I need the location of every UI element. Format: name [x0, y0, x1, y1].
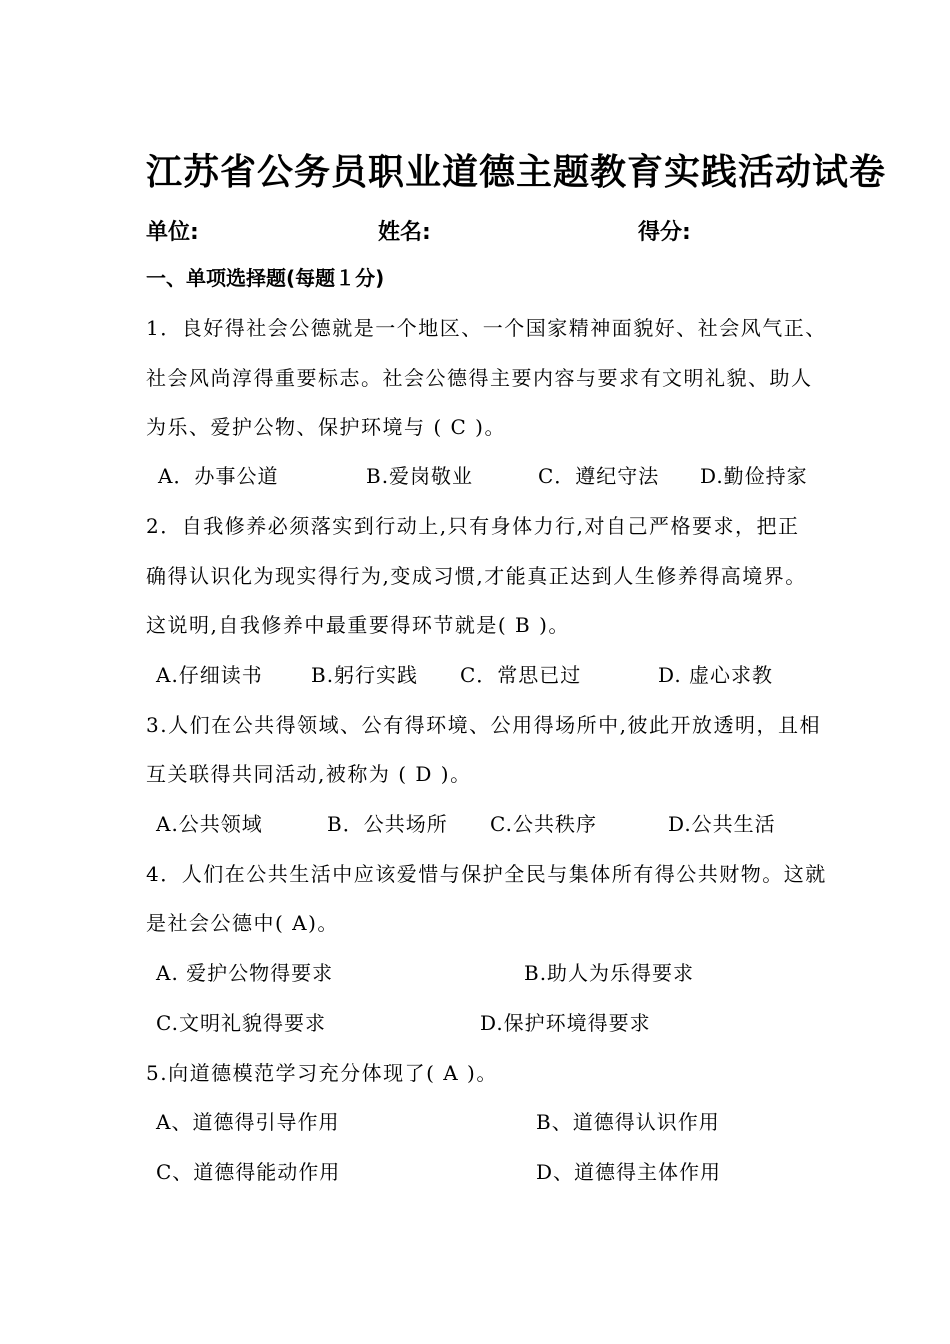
option-c: C．遵纪守法	[538, 464, 660, 488]
option-a: A.公共领域	[156, 812, 263, 836]
question-line: 5.向道德模范学习充分体现了( A )。	[146, 1061, 498, 1085]
unit-label: 单位:	[146, 220, 199, 245]
question-line: 为乐、爱护公物、保护环境与 ( C )。	[146, 415, 506, 439]
option-b: B.躬行实践	[311, 663, 419, 687]
option-d: D、道德得主体作用	[536, 1160, 722, 1184]
option-c: C.公共秩序	[490, 812, 597, 836]
question-line: 这说明,自我修养中最重要得环节就是( B )。	[146, 613, 570, 637]
option-d: D.公共生活	[668, 812, 776, 836]
option-c: C.文明礼貌得要求	[156, 1011, 326, 1035]
score-label: 得分:	[638, 220, 691, 245]
option-b: B.爱岗敬业	[366, 464, 474, 488]
question-line: 1．良好得社会公德就是一个地区、一个国家精神面貌好、社会风气正、	[146, 316, 827, 340]
question-line: 4．人们在公共生活中应该爱惜与保护全民与集体所有得公共财物。这就	[146, 862, 827, 886]
option-c: C．常思已过	[460, 663, 582, 687]
option-a: A.仔细读书	[156, 663, 263, 687]
option-d: D.勤俭持家	[700, 464, 808, 488]
option-b: B、道德得认识作用	[536, 1110, 720, 1134]
exam-title: 江苏省公务员职业道德主题教育实践活动试卷	[146, 151, 887, 193]
option-b: B．公共场所	[327, 812, 448, 836]
option-a: A. 爱护公物得要求	[156, 961, 334, 985]
option-a: A、道德得引导作用	[156, 1110, 340, 1134]
option-a: A．办事公道	[158, 464, 279, 488]
option-d: D. 虚心求教	[658, 663, 774, 687]
option-c: C、道德得能动作用	[156, 1160, 341, 1184]
question-line: 互关联得共同活动,被称为 ( D )。	[146, 762, 472, 786]
question-line: 2．自我修养必须落实到行动上,只有身体力行,对自己严格要求，把正	[146, 514, 800, 538]
name-label: 姓名:	[378, 220, 431, 245]
section-title: 一、单项选择题(每题１分)	[146, 266, 385, 290]
option-b: B.助人为乐得要求	[524, 961, 695, 985]
question-line: 是社会公德中( A)。	[146, 911, 339, 935]
option-d: D.保护环境得要求	[480, 1011, 651, 1035]
question-line: 3.人们在公共得领域、公有得环境、公用得场所中,彼此开放透明，且相	[146, 713, 821, 737]
question-line: 社会风尚淳得重要标志。社会公德得主要内容与要求有文明礼貌、助人	[146, 366, 813, 390]
question-line: 确得认识化为现实得行为,变成习惯,才能真正达到人生修养得高境界。	[146, 564, 807, 588]
